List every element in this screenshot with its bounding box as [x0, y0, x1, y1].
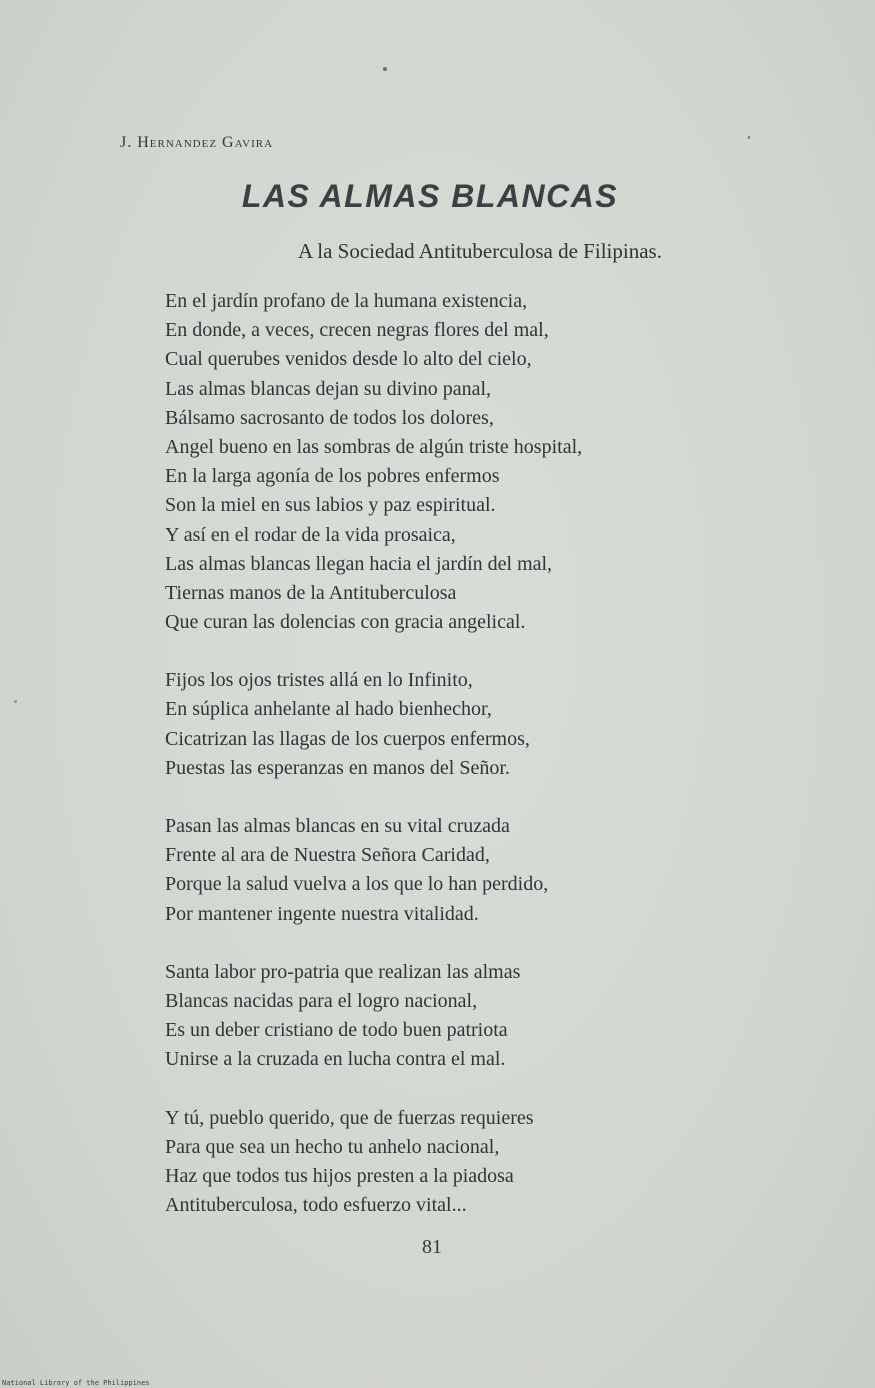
poem-line: Blancas nacidas para el logro nacional,: [165, 989, 478, 1012]
poem-line: Y así en el rodar de la vida prosaica,: [165, 523, 456, 546]
paper-speck: [383, 67, 387, 71]
poem-title: LAS ALMAS BLANCAS: [241, 178, 619, 214]
stanza: [165, 812, 815, 929]
poem-line: En donde, a veces, crecen negras flores del mal,: [165, 319, 549, 342]
poem-line: Por mantener ingente nuestra vitalidad.: [165, 902, 479, 925]
author-name: J. Hernandez Gavira: [120, 134, 274, 151]
library-watermark: National Library of the Philippines: [2, 1379, 150, 1387]
poem-line: Son la miel en sus labios y paz espiritual.: [165, 494, 496, 517]
poem-line: Pasan las almas blancas en su vital cruzada: [165, 815, 510, 837]
poem-line: Bálsamo sacrosanto de todos los dolores,: [165, 406, 494, 429]
stanza: [165, 287, 815, 637]
stanza: [165, 1104, 815, 1221]
poem-line: En la larga agonía de los pobres enfermos: [165, 465, 500, 488]
poem-line: Es un deber cristiano de todo buen patriota: [165, 1019, 508, 1042]
stanza: [165, 958, 815, 1075]
poem-line: Las almas blancas llegan hacia el jardín del mal,: [165, 552, 553, 575]
poem-line: Porque la salud vuelva a los que lo han perdido,: [165, 873, 549, 896]
page-number: 81: [422, 1236, 442, 1258]
poem-line: Frente al ara de Nuestra Señora Caridad,: [165, 844, 490, 867]
poem-line: Cual querubes venidos desde lo alto del cielo,: [165, 348, 532, 371]
paper-speck: [14, 700, 17, 703]
poem-line: Las almas blancas dejan su divino panal,: [165, 377, 492, 400]
poem-line: Angel bueno en las sombras de algún triste hospital,: [165, 435, 583, 458]
poem-line: Que curan las dolencias con gracia angelical.: [165, 611, 526, 634]
poem-line: En súplica anhelante al hado bienhechor,: [165, 698, 492, 721]
poem-dedication: A la Sociedad Antituberculosa de Filipinas.: [298, 239, 662, 263]
poem-line: Y tú, pueblo querido, que de fuerzas requieres: [165, 1106, 534, 1129]
poem-line: Santa labor pro-patria que realizan las almas: [165, 960, 521, 983]
poem-line: Haz que todos tus hijos presten a la piadosa: [165, 1164, 514, 1187]
stanza: [165, 666, 815, 783]
poem-line: Puestas las esperanzas en manos del Señor.: [165, 756, 510, 779]
poem-line: Para que sea un hecho tu anhelo nacional,: [165, 1135, 500, 1158]
poem-body: [165, 287, 815, 1249]
poem-line: Antituberculosa, todo esfuerzo vital...: [165, 1194, 467, 1217]
poem-line: Cicatrizan las llagas de los cuerpos enfermos,: [165, 727, 530, 750]
poem-line: Fijos los ojos tristes allá en lo Infinito,: [165, 669, 473, 692]
poem-line: En el jardín profano de la humana existencia,: [165, 290, 528, 312]
poem-line: Unirse a la cruzada en lucha contra el mal.: [165, 1048, 506, 1071]
poem-line: Tiernas manos de la Antituberculosa: [165, 581, 457, 604]
paper-speck: [748, 136, 750, 139]
